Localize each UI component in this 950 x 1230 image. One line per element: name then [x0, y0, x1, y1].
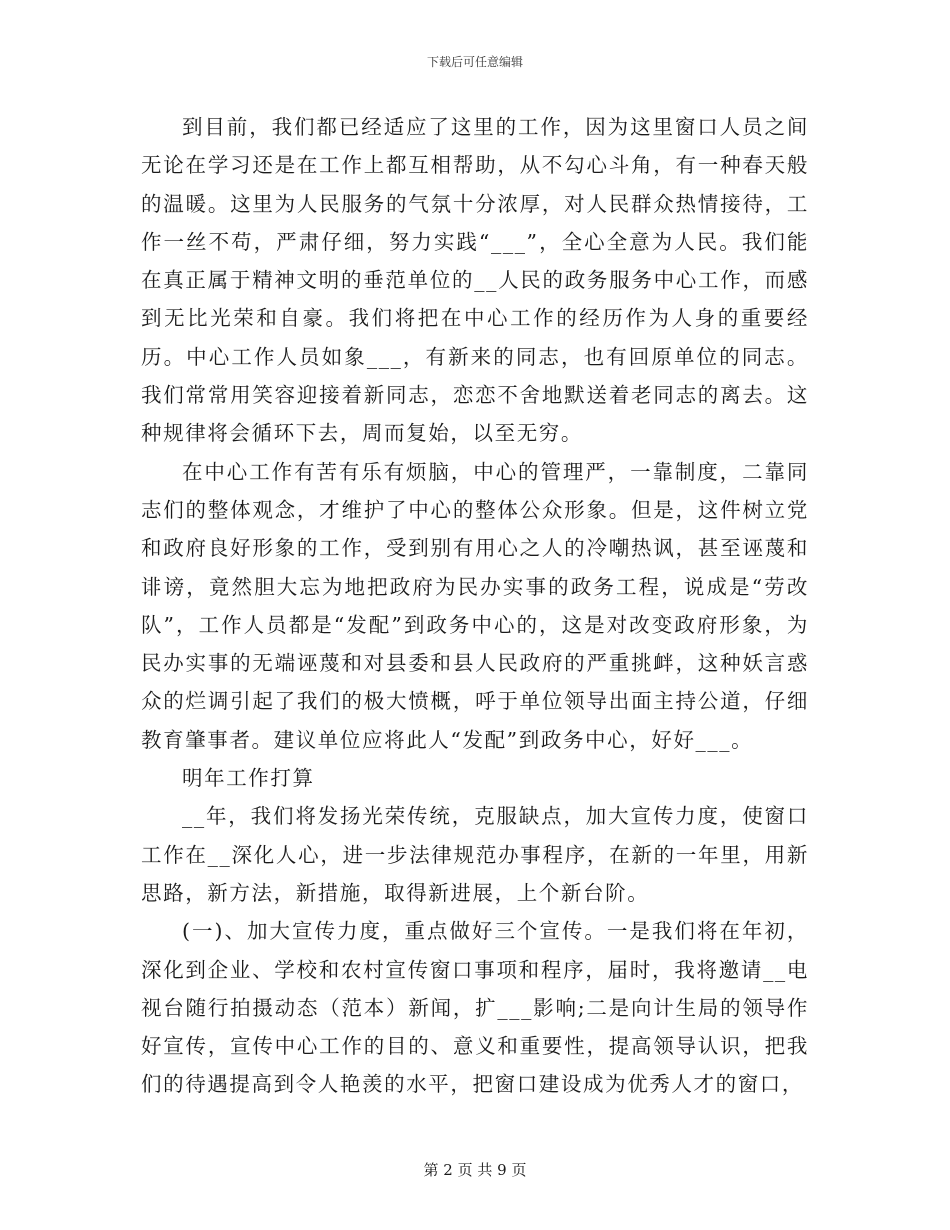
paragraph-publicity-plan: (一)、加大宣传力度，重点做好三个宣传。一是我们将在年初，深化到企业、学校和农村宣传窗口事项和程序，届时，我将邀请__电视台随行拍摄动态（范本）新闻，扩___影响;二是向计生局的领导作好宣传，宣传中心工作的目的、意义和重要性，提高领导认识，把我们的待遇提高到令人艳羡的水平，把窗口建设成为优秀人才的窗口， [141, 919, 809, 1097]
paragraph-center-management: 在中心工作有苦有乐有烦脑，中心的管理严，一靠制度，二靠同志们的整体观念，才维护了中心的整体公众形象。但是，这件树立党和政府良好形象的工作，受到别有用心之人的冷嘲热讽，甚至诬蔑和诽谤，竟然胆大忘为地把政府为民办实事的政务工程，说成是“劳改队”，工作人员都是“发配”到政务中心的，这是对改变政府形象，为民办实事的无端诬蔑和对县委和县人民政府的严重挑衅，这种妖言惑众的烂调引起了我们的极大愤概，呼于单位领导出面主持公道，仔细教育肇事者。建议单位应将此人“发配”到政务中心，好好___。 [141, 459, 809, 752]
paragraph-next-year-goals: __年，我们将发扬光荣传统，克服缺点，加大宣传力度，使窗口工作在__深化人心，进一步法律规范办事程序，在新的一年里，用新思路，新方法，新措施，取得新进展，上个新台阶。 [141, 804, 809, 905]
document-body [141, 108, 809, 1104]
page-number: 第 2 页 共 9 页 [423, 1161, 527, 1179]
paragraph-work-experience: 到目前，我们都已经适应了这里的工作，因为这里窗口人员之间无论在学习还是在工作上都互相帮助，从不勾心斗角，有一种春天般的温暖。这里为人民服务的气氛十分浓厚，对人民群众热情接待，工作一丝不苟，严肃仔细，努力实践“___”，全心全意为人民。我们能在真正属于精神文明的垂范单位的__人民的政务服务中心工作，而感到无比光荣和自豪。我们将把在中心工作的经历作为人身的重要经历。中心工作人员如象___，有新来的同志，也有回原单位的同志。我们常常用笑容迎接着新同志，恋恋不舍地默送着老同志的离去。这种规律将会循环下去，周而复始，以至无穷。 [141, 115, 809, 446]
page-header: 下载后可任意编辑 [426, 55, 523, 69]
section-heading-next-year-plan: 明年工作打算 [182, 766, 315, 791]
